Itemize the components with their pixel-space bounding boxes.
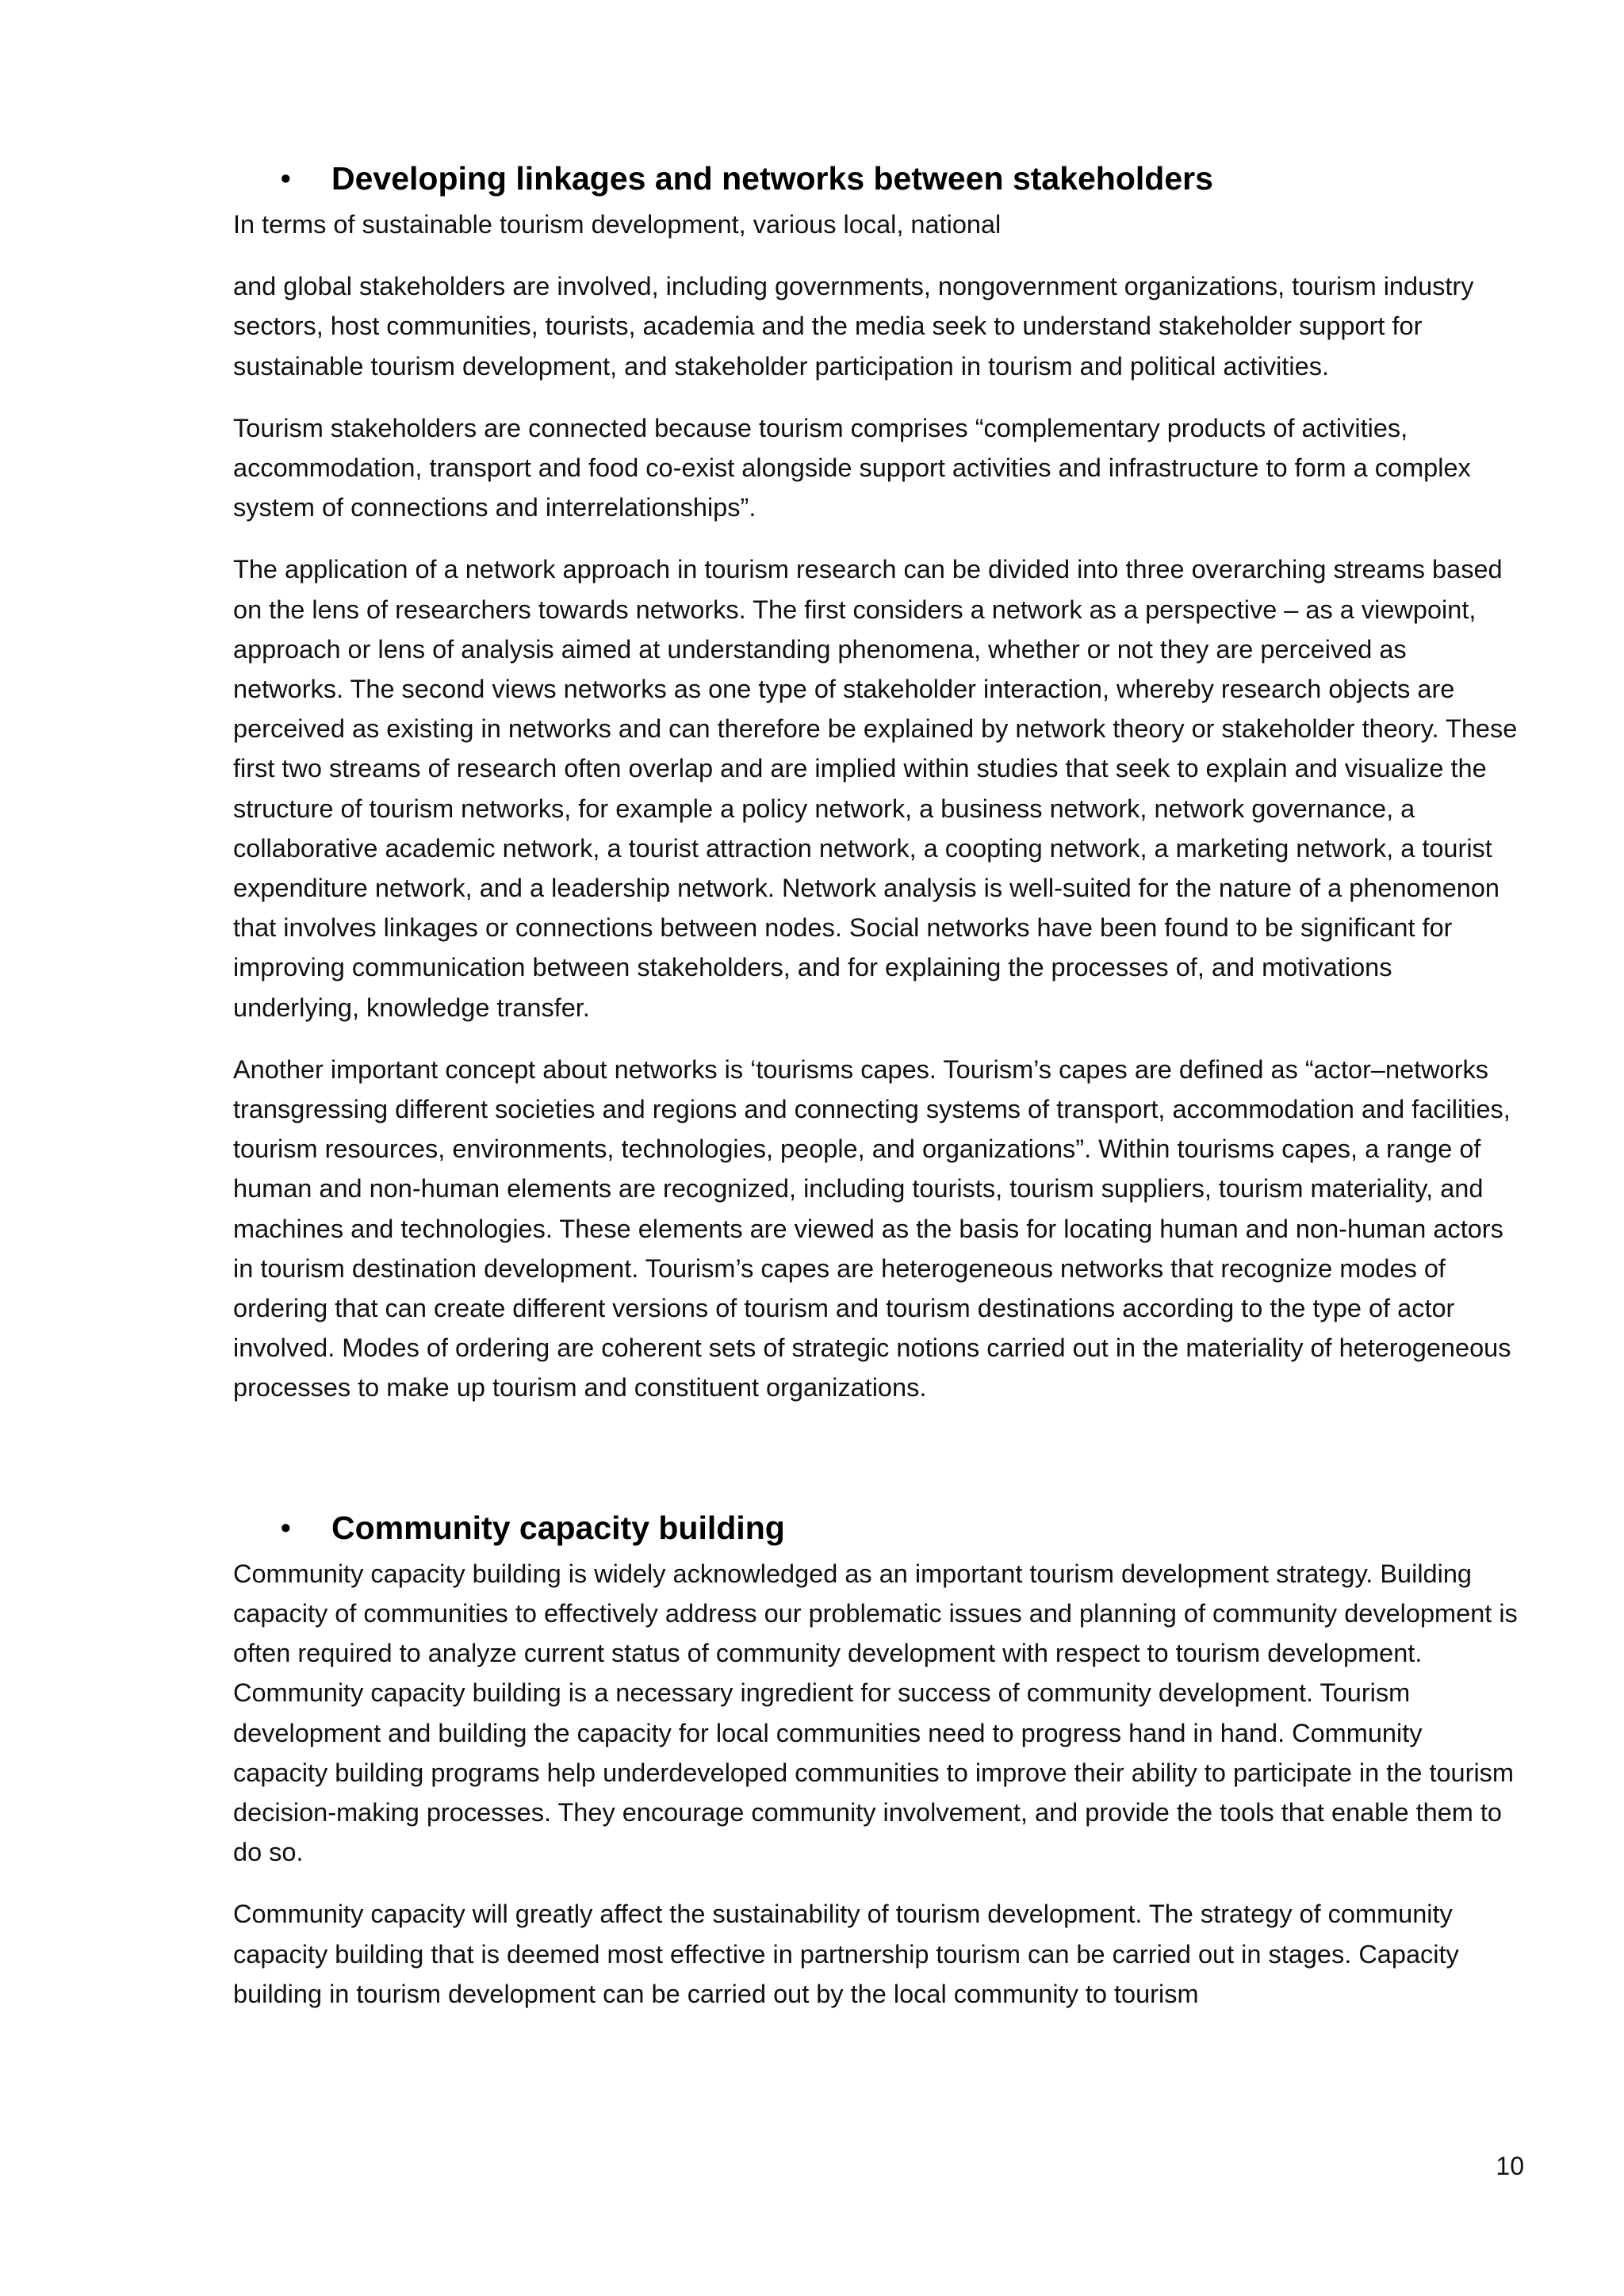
bullet-icon: •	[281, 162, 291, 194]
page-number: 10	[1496, 2152, 1524, 2180]
heading-text: Developing linkages and networks between stakeholders	[331, 160, 1213, 197]
paragraph: In terms of sustainable tourism development, various local, national	[233, 210, 1002, 239]
paragraph: Another important concept about networks is ‘tourisms capes. Tourism’s capes are defined as “actor–networks transgressing different societies and regions and connecting systems of transport, accommodation and facilities, tourism resources, environments, technologies, people, and organizations”. Within tourisms capes, a range of human and non-human elements are recognized, including tourists, tourism suppliers, tourism materiality, and machines and technologies. These elements are viewed as the basis for locating human and non-human actors in tourism destination development. Tourism’s capes are heterogeneous networks that recognize modes of ordering that can create different versions of tourism and tourism destinations according to the type of actor involved. Modes of ordering are coherent sets of strategic notions carried out in the materiality of heterogeneous processes to make up tourism and constituent organizations.	[233, 1054, 1511, 1402]
paragraph: The application of a network approach in tourism research can be divided into three overarching streams based on the lens of researchers towards networks. The first considers a network as a perspective – as a viewpoint, approach or lens of analysis aimed at understanding phenomena, whether or not they are perceived as networks. The second views networks as one type of stakeholder interaction, whereby research objects are perceived as existing in networks and can therefore be explained by network theory or stakeholder theory. These first two streams of research often overlap and are implied within studies that seek to explain and visualize the structure of tourism networks, for example a policy network, a business network, network governance, a collaborative academic network, a tourist attraction network, a coopting network, a marketing network, a tourist expenditure network, and a leadership network. Network analysis is well-suited for the nature of a phenomenon that involves linkages or connections between nodes. Social networks have been found to be significant for improving communication between stakeholders, and for explaining the processes of, and motivations underlying, knowledge transfer.	[233, 555, 1518, 1022]
heading-text: Community capacity building	[331, 1509, 785, 1546]
paragraph: Community capacity will greatly affect the sustainability of tourism development. The strategy of community capacity building that is deemed most effective in partnership tourism can be carried out in stages. Capacity building in tourism development can be carried out by the local community to tourism	[233, 1900, 1459, 2008]
page-content	[233, 157, 1518, 2036]
paragraph: Community capacity building is widely acknowledged as an important tourism development strategy. Building capacity of communities to effectively address our problematic issues and planning of community development is often required to analyze current status of community development with respect to tourism development. Community capacity building is a necessary ingredient for success of community development. Tourism development and building the capacity for local communities need to progress hand in hand. Community capacity building programs help underdeveloped communities to improve their ability to participate in the tourism decision-making processes. They encourage community involvement, and provide the tools that enable them to do so.	[233, 1559, 1518, 1867]
paragraph: Tourism stakeholders are connected because tourism comprises “complementary products of activities, accommodation, transport and food co-exist alongside support activities and infrastructure to form a complex system of connections and interrelationships”.	[233, 413, 1471, 522]
paragraph: and global stakeholders are involved, including governments, nongovernment organizations, tourism industry sectors, host communities, tourists, academia and the media seek to understand stakeholder support for sustainable tourism development, and stakeholder participation in tourism and political activities.	[233, 272, 1474, 381]
section-heading-community-capacity	[233, 1506, 1518, 1549]
section-spacer	[233, 1430, 1518, 1506]
bullet-icon: •	[281, 1510, 291, 1544]
section-heading-linkages	[233, 157, 1518, 200]
